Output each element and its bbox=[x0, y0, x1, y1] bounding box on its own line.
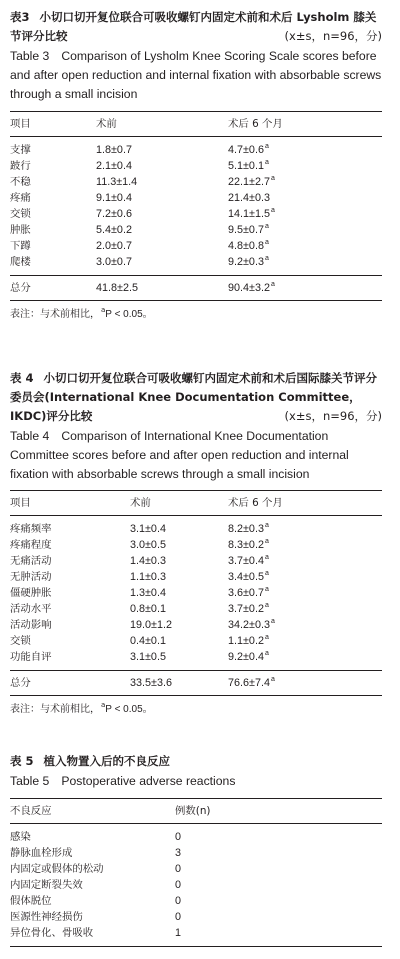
table-cell: 静脉血栓形成 bbox=[10, 847, 73, 859]
table-cell: 0 bbox=[175, 863, 182, 875]
table-row bbox=[10, 254, 382, 270]
table-5-caption-zh bbox=[10, 752, 382, 771]
total-row bbox=[10, 276, 382, 301]
column-header: 项目 bbox=[10, 497, 31, 509]
table-cell: 8.3±0.2$^a$ bbox=[228, 538, 269, 551]
column-header: 术后 6 个月 bbox=[228, 118, 283, 130]
table-4-caption-zh bbox=[10, 369, 382, 426]
table-4-header-row bbox=[10, 491, 382, 516]
table-4-caption-en bbox=[10, 427, 382, 484]
table-row bbox=[10, 158, 382, 174]
table-5-title-en: Postoperative adverse reactions bbox=[61, 774, 236, 788]
table-row bbox=[10, 893, 382, 909]
table-row bbox=[10, 174, 382, 190]
table-cell: 9.2±0.3$^a$ bbox=[228, 255, 269, 268]
table-cell: 2.0±0.7 bbox=[96, 240, 132, 252]
table-cell: 5.4±0.2 bbox=[96, 224, 132, 236]
table-row bbox=[10, 877, 382, 893]
table-cell: 4.8±0.8$^a$ bbox=[228, 239, 269, 252]
table-cell: 3.1±0.5 bbox=[130, 651, 166, 663]
table-5-grid bbox=[10, 798, 382, 947]
table-cell: 不稳 bbox=[10, 176, 31, 188]
table-cell: 1.4±0.3 bbox=[130, 555, 166, 567]
column-header: 不良反应 bbox=[10, 805, 52, 817]
table-3-grid bbox=[10, 111, 382, 301]
table-cell: 3.7±0.4$^a$ bbox=[228, 554, 269, 567]
significance-marker: a bbox=[264, 143, 269, 150]
significance-marker: a bbox=[264, 538, 269, 545]
table-cell: 3.0±0.5 bbox=[130, 539, 166, 551]
table-cell: 34.2±0.3$^a$ bbox=[228, 618, 275, 631]
table-3-number-zh: 表3 bbox=[10, 10, 30, 24]
table-row bbox=[10, 925, 382, 941]
table-cell: 3.0±0.7 bbox=[96, 256, 132, 268]
table-5-caption-en bbox=[10, 772, 382, 791]
significance-marker: a bbox=[264, 554, 269, 561]
column-header: 术后 6 个月 bbox=[228, 497, 283, 509]
column-header: 例数(n) bbox=[175, 805, 211, 817]
table-cell: 9.5±0.7$^a$ bbox=[228, 223, 269, 236]
table-cell: 0.8±0.1 bbox=[130, 603, 166, 615]
table-3-header-row bbox=[10, 112, 382, 137]
table-cell: 1.1±0.3 bbox=[130, 571, 166, 583]
table-row bbox=[10, 238, 382, 254]
table-5 bbox=[10, 752, 382, 947]
table-cell: 交锁 bbox=[10, 635, 31, 647]
significance-marker: a bbox=[264, 223, 269, 230]
total-row bbox=[10, 671, 382, 696]
column-header: 术前 bbox=[96, 118, 117, 130]
significance-marker: a bbox=[264, 522, 269, 529]
table-3-number-en: Table 3 bbox=[10, 49, 50, 63]
table-cell: 疼痛 bbox=[10, 192, 31, 204]
significance-marker: a bbox=[270, 618, 275, 625]
table-row bbox=[10, 649, 382, 665]
table-cell: 3.1±0.4 bbox=[130, 523, 166, 535]
table-cell: 21.4±0.3 bbox=[228, 192, 270, 204]
table-4-grid bbox=[10, 490, 382, 696]
table-4-unit: (x±s，n=96，分) bbox=[284, 409, 382, 423]
significance-marker: a bbox=[264, 239, 269, 246]
table-cell: 活动水平 bbox=[10, 603, 52, 615]
table-row bbox=[10, 829, 382, 845]
table-cell: 19.0±1.2 bbox=[130, 619, 172, 631]
table-cell: 1.3±0.4 bbox=[130, 587, 166, 599]
table-4-title-zh: 小切口切开复位联合可吸收螺钉内固定术前和术后国际膝关节评分委员会(International Knee Documentation Committee，IKDC)评分比较 bbox=[10, 371, 378, 423]
table-5-number-zh: 表 5 bbox=[10, 754, 34, 768]
table-cell: 14.1±1.5$^a$ bbox=[228, 207, 275, 220]
table-cell: 内固定或假体的松动 bbox=[10, 863, 104, 875]
table-row bbox=[10, 222, 382, 238]
table-5-header-row bbox=[10, 799, 382, 824]
table-3-title-zh: 小切口切开复位联合可吸收螺钉内固定术前和术后 Lysholm 膝关节评分比较 bbox=[10, 10, 377, 43]
table-cell: 9.2±0.4$^a$ bbox=[228, 650, 269, 663]
table-cell: 41.8±2.5 bbox=[96, 282, 138, 294]
table-row bbox=[10, 569, 382, 585]
table-cell: 总分 bbox=[10, 677, 31, 689]
table-cell: 活动影响 bbox=[10, 619, 52, 631]
table-cell: 总分 bbox=[10, 282, 31, 294]
significance-marker: a bbox=[264, 255, 269, 262]
table-cell: 异位骨化、骨吸收 bbox=[10, 927, 94, 939]
table-row bbox=[10, 190, 382, 206]
table-cell: 4.7±0.6$^a$ bbox=[228, 143, 269, 156]
table-cell: 7.2±0.6 bbox=[96, 208, 132, 220]
table-3-unit: (x±s，n=96，分) bbox=[284, 29, 382, 43]
table-cell: 功能自评 bbox=[10, 651, 52, 663]
table-cell: 2.1±0.4 bbox=[96, 160, 132, 172]
table-cell: 1 bbox=[175, 927, 182, 939]
table-cell: 无肿活动 bbox=[10, 571, 52, 583]
table-cell: 1.1±0.2$^a$ bbox=[228, 634, 269, 647]
table-4-title-en: Comparison of International Knee Documentation Committee scores before and after open reduction and internal fixation with absorbable screws through a small incision bbox=[10, 429, 349, 481]
table-row bbox=[10, 617, 382, 633]
table-cell: 9.1±0.4 bbox=[96, 192, 132, 204]
significance-marker: a bbox=[264, 159, 269, 166]
table-3-caption-en bbox=[10, 47, 382, 104]
table-row bbox=[10, 521, 382, 537]
table-cell: 0.4±0.1 bbox=[130, 635, 166, 647]
table-row bbox=[10, 537, 382, 553]
significance-marker: a bbox=[270, 175, 275, 182]
table-4-number-en: Table 4 bbox=[10, 429, 50, 443]
table-cell: 33.5±3.6 bbox=[130, 677, 172, 689]
significance-marker: a bbox=[264, 570, 269, 577]
table-cell: 3 bbox=[175, 847, 182, 859]
table-cell: 76.6±7.4$^a$ bbox=[228, 676, 275, 689]
significance-marker: a bbox=[264, 650, 269, 657]
table-row bbox=[10, 553, 382, 569]
column-header: 术前 bbox=[130, 497, 151, 509]
table-3-caption-zh bbox=[10, 8, 382, 46]
table-cell: 22.1±2.7$^a$ bbox=[228, 175, 275, 188]
table-cell: 0 bbox=[175, 895, 182, 907]
table-cell: 下蹲 bbox=[10, 240, 31, 252]
table-cell: 跛行 bbox=[10, 160, 31, 172]
table-row bbox=[10, 142, 382, 158]
table-cell: 内固定断裂失效 bbox=[10, 879, 83, 891]
table-cell: 感染 bbox=[10, 831, 31, 843]
table-cell: 僵硬肿胀 bbox=[10, 587, 52, 599]
table-cell: 1.8±0.7 bbox=[96, 144, 132, 156]
significance-marker: a bbox=[270, 281, 275, 288]
table-cell: 支撑 bbox=[10, 144, 31, 156]
table-row bbox=[10, 601, 382, 617]
significance-marker: a bbox=[270, 676, 275, 683]
table-cell: 90.4±3.2$^a$ bbox=[228, 281, 275, 294]
column-header: 项目 bbox=[10, 118, 31, 130]
table-cell: 11.3±1.4 bbox=[96, 176, 138, 188]
table-cell: 3.6±0.7$^a$ bbox=[228, 586, 269, 599]
table-cell: 3.7±0.2$^a$ bbox=[228, 602, 269, 615]
table-cell: 0 bbox=[175, 831, 182, 843]
table-row bbox=[10, 861, 382, 877]
table-cell: 疼痛程度 bbox=[10, 539, 52, 551]
table-cell: 5.1±0.1$^a$ bbox=[228, 159, 269, 172]
table-4 bbox=[10, 369, 382, 718]
table-cell: 爬楼 bbox=[10, 256, 31, 268]
table-4-number-zh: 表 4 bbox=[10, 371, 34, 385]
table-cell: 假体脱位 bbox=[10, 895, 52, 907]
table-cell: 0 bbox=[175, 879, 182, 891]
table-cell: 3.4±0.5$^a$ bbox=[228, 570, 269, 583]
table-cell: 8.2±0.3$^a$ bbox=[228, 522, 269, 535]
table-cell: 肿胀 bbox=[10, 224, 31, 236]
table-3-note: 表注：与术前相比，$^a$P < 0.05。 bbox=[10, 306, 153, 320]
table-3 bbox=[10, 8, 382, 323]
table-cell: 医源性神经损伤 bbox=[10, 911, 83, 923]
table-cell: 疼痛频率 bbox=[10, 523, 52, 535]
table-5-title-zh: 植入物置入后的不良反应 bbox=[43, 754, 171, 768]
table-row bbox=[10, 845, 382, 861]
significance-marker: a bbox=[270, 207, 275, 214]
significance-marker: a bbox=[264, 602, 269, 609]
table-row bbox=[10, 909, 382, 925]
table-row bbox=[10, 206, 382, 222]
table-row bbox=[10, 633, 382, 649]
significance-marker: a bbox=[264, 634, 269, 641]
table-cell: 无痛活动 bbox=[10, 555, 52, 567]
table-cell: 0 bbox=[175, 911, 182, 923]
table-row bbox=[10, 585, 382, 601]
table-3-title-en: Comparison of Lysholm Knee Scoring Scale scores before and after open reduction and internal fixation with absorbable screws through a small incision bbox=[10, 49, 382, 101]
table-5-number-en: Table 5 bbox=[10, 774, 50, 788]
table-cell: 交锁 bbox=[10, 208, 31, 220]
table-4-note: 表注：与术前相比，$^a$P < 0.05。 bbox=[10, 701, 153, 715]
significance-marker: a bbox=[264, 586, 269, 593]
